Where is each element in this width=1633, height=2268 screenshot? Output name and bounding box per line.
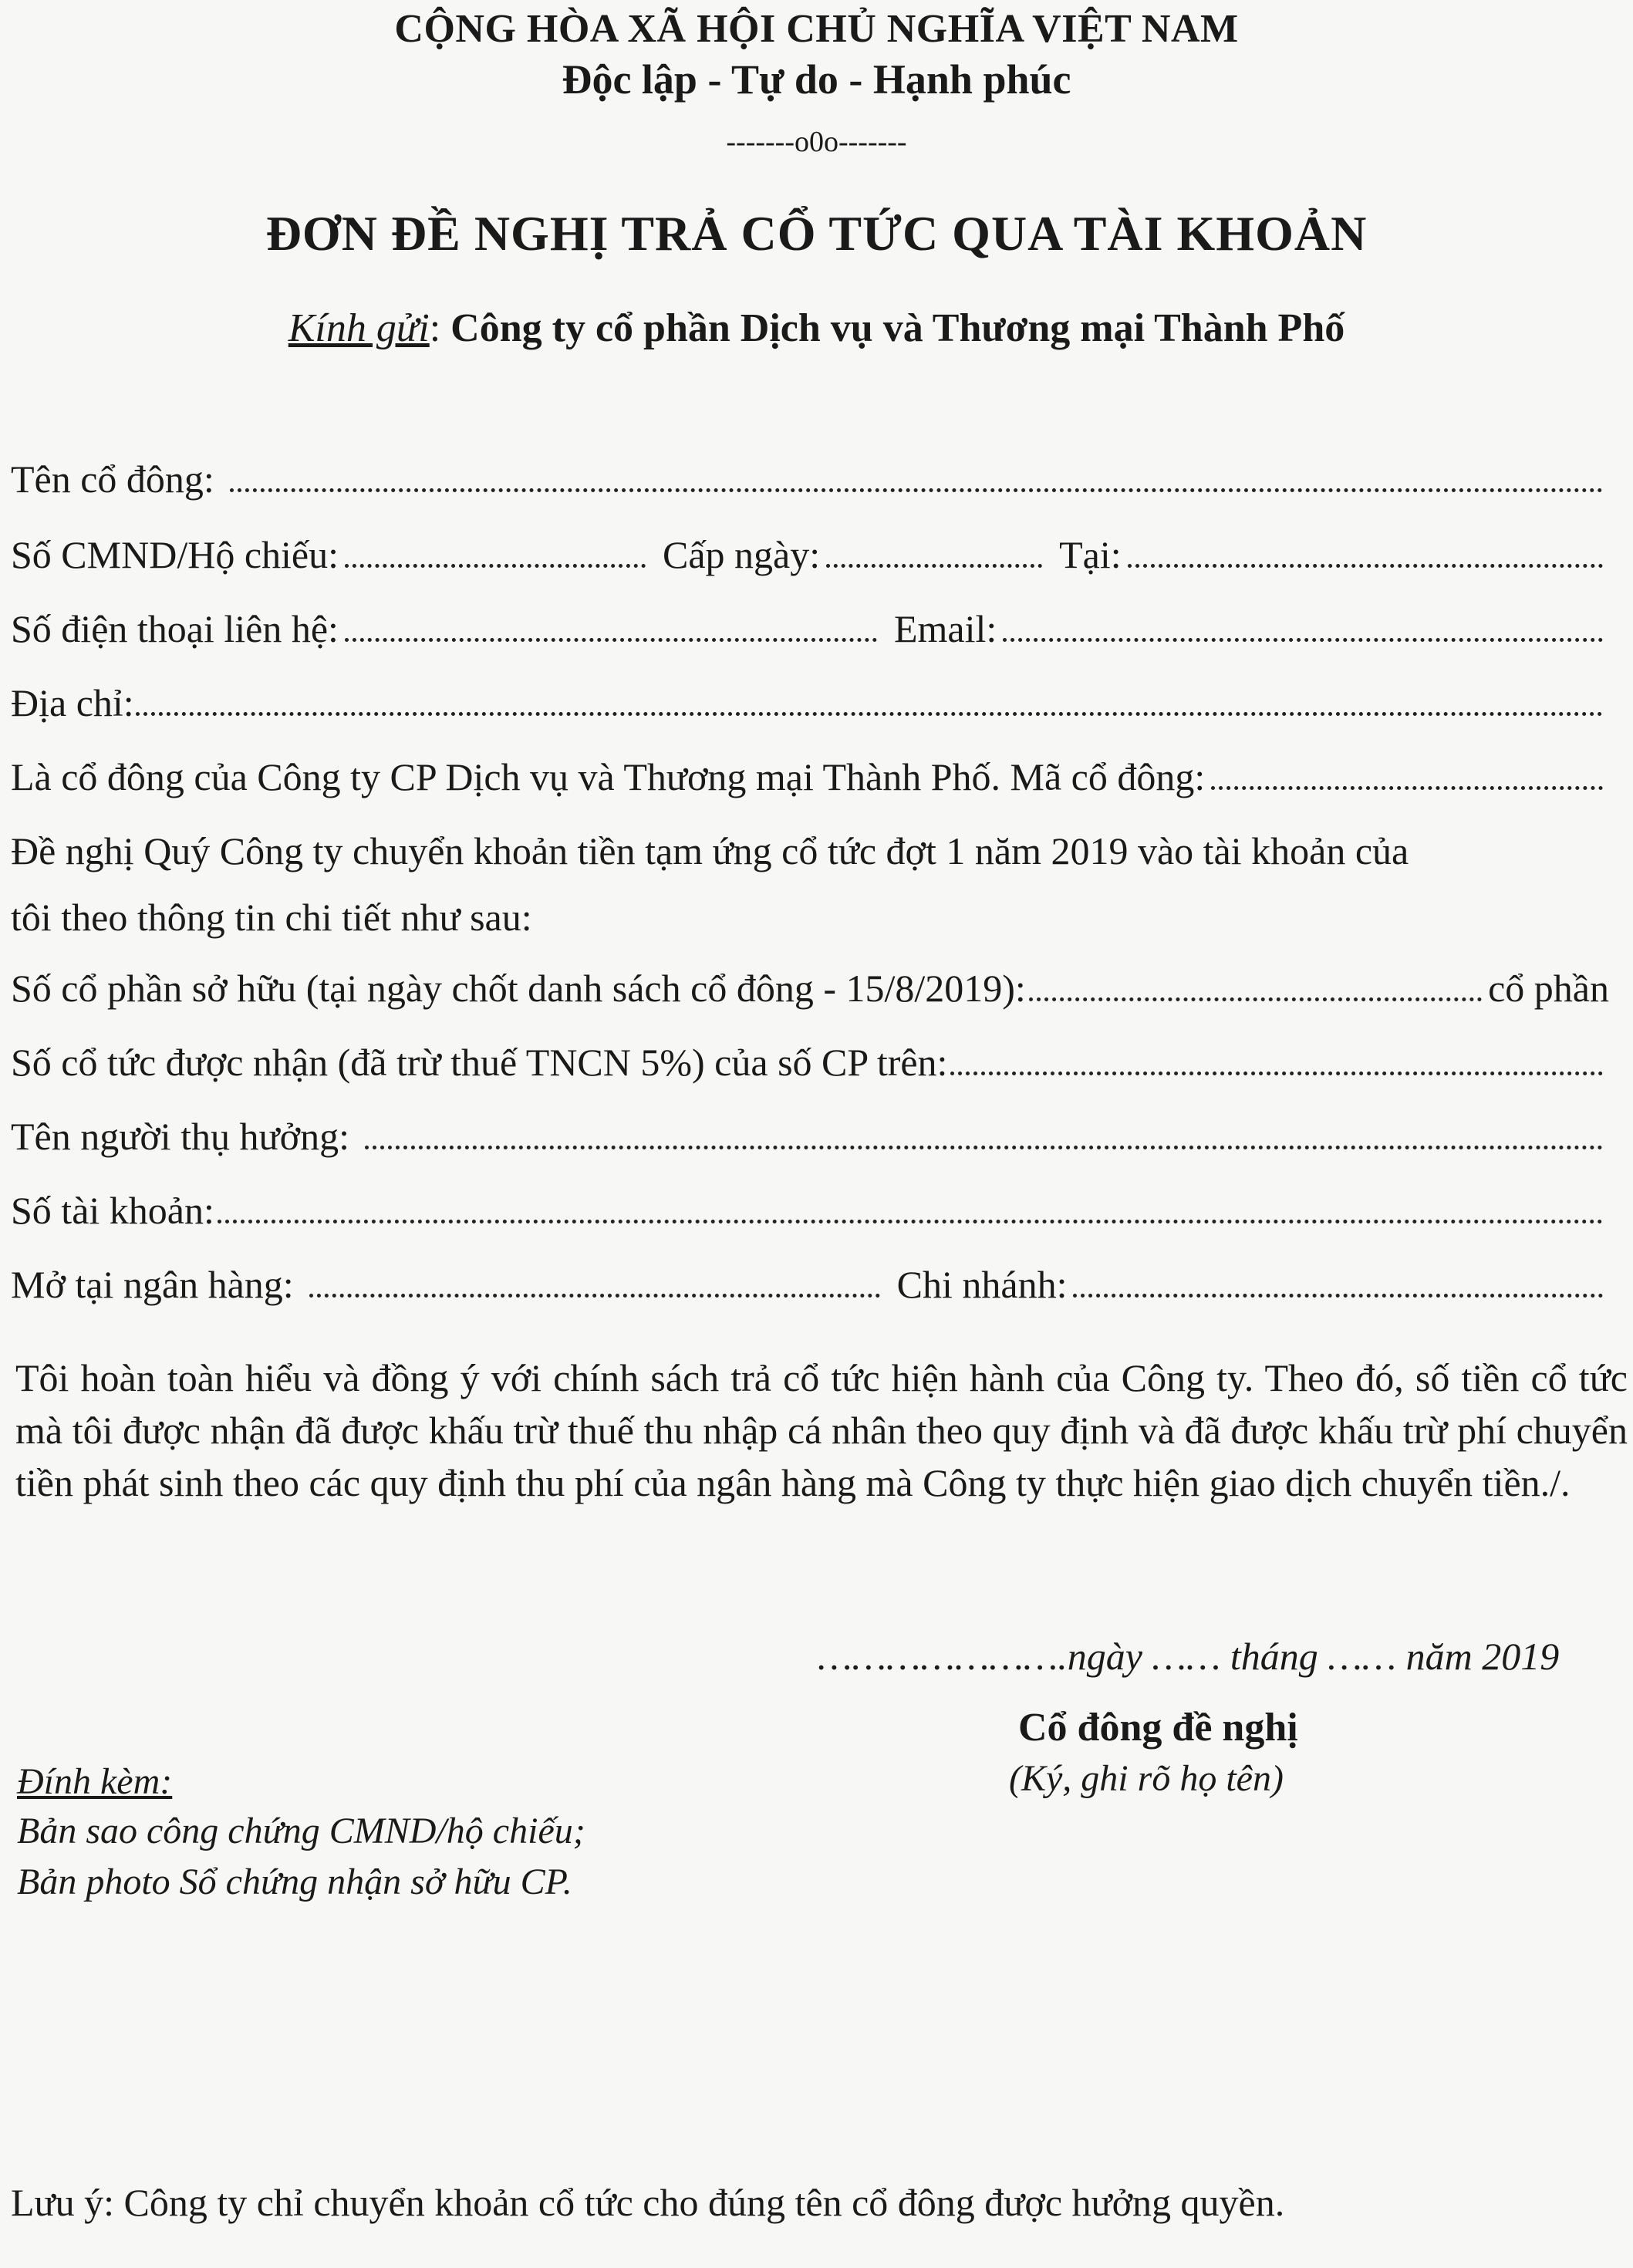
form-title: ĐƠN ĐỀ NGHỊ TRẢ CỔ TỨC QUA TÀI KHOẢN (265, 206, 1368, 261)
beneficiary-field[interactable] (365, 1146, 1603, 1149)
shares-owned-label: Số cổ phần sở hữu (tại ngày chốt danh sách cổ đông - 15/8/2019): (11, 967, 1026, 1010)
email-label: Email: (893, 607, 997, 650)
phone-field[interactable] (345, 638, 877, 642)
attachment-item: Bản photo Sổ chứng nhận sở hữu CP. (17, 1861, 572, 1902)
id-number-field[interactable] (345, 564, 646, 568)
recipient-colon: : (429, 306, 451, 350)
shareholder-statement: Là cổ đông của Công ty CP Dịch vụ và Thương mại Thành Phố. Mã cổ đông: (11, 755, 1206, 798)
branch-label: Chi nhánh: (896, 1263, 1068, 1306)
recipient-prefix: Kính gửi (288, 306, 430, 350)
contact-row (11, 597, 1609, 651)
agreement-paragraph: Tôi hoàn toàn hiểu và đồng ý với chính sách trả cổ tức hiện hành của Công ty. Theo đó, số tiền cổ tức mà tôi được nhận đã được khấu trừ thuế thu nhập cá nhân theo quy định và đã được khấu trừ phí chuyển tiền phát sinh theo các quy định thu phí của ngân hàng mà Công ty thực hiện giao dịch chuyển tiền./. (15, 1356, 1628, 1504)
issue-date-field[interactable] (826, 564, 1042, 568)
bank-row (11, 1253, 1609, 1307)
shareholder-name-row (11, 447, 1609, 501)
shareholder-code-row (11, 745, 1609, 799)
nation-heading: CỘNG HÒA XÃ HỘI CHỦ NGHĨA VIỆT NAM (394, 7, 1239, 51)
recipient-company: Công ty cổ phần Dịch vụ và Thương mại Thành Phố (450, 306, 1345, 350)
shareholder-name-field[interactable] (230, 488, 1603, 492)
id-row (11, 523, 1609, 577)
bank-label: Mở tại ngân hàng: (11, 1263, 294, 1306)
request-line-2: tôi theo thông tin chi tiết như sau: (11, 896, 532, 939)
address-label: Địa chỉ: (11, 681, 134, 724)
motto: Độc lập - Tự do - Hạnh phúc (562, 56, 1071, 103)
dividend-field[interactable] (950, 1072, 1603, 1075)
shareholder-name-label: Tên cổ đông: (11, 457, 214, 501)
dividend-label: Số cổ tức được nhận (đã trừ thuế TNCN 5%) của số CP trên: (11, 1041, 948, 1084)
issue-date-label: Cấp ngày: (663, 533, 821, 576)
beneficiary-row (11, 1105, 1609, 1159)
footer-note: Lưu ý: Công ty chỉ chuyển khoản cổ tức cho đúng tên cổ đông được hưởng quyền. (11, 2181, 1285, 2224)
recipient-line (0, 305, 1633, 351)
email-field[interactable] (1003, 638, 1603, 642)
shareholder-code-field[interactable] (1211, 786, 1603, 790)
account-row (11, 1179, 1609, 1233)
issue-place-label: Tại: (1059, 533, 1122, 576)
account-label: Số tài khoản: (11, 1189, 214, 1232)
bank-field[interactable] (309, 1294, 880, 1298)
address-row (11, 671, 1609, 725)
issue-place-field[interactable] (1128, 564, 1603, 568)
request-line-1: Đề nghị Quý Công ty chuyển khoản tiền tạm ứng cổ tức đợt 1 năm 2019 vào tài khoản của (11, 829, 1409, 872)
branch-field[interactable] (1073, 1294, 1603, 1298)
shares-owned-row (11, 957, 1609, 1011)
address-field[interactable] (136, 712, 1603, 716)
beneficiary-label: Tên người thụ hưởng: (11, 1115, 349, 1158)
signature-hint: (Ký, ghi rõ họ tên) (1009, 1758, 1284, 1799)
dividend-row (11, 1031, 1609, 1085)
separator: -------o0o------- (726, 126, 907, 158)
phone-label: Số điện thoại liên hệ: (11, 607, 339, 650)
attachments-heading: Đính kèm: (17, 1761, 173, 1802)
date-line: ………………….ngày …… tháng …… năm 2019 (818, 1635, 1560, 1678)
shares-unit: cổ phần (1488, 967, 1609, 1010)
id-number-label: Số CMND/Hộ chiếu: (11, 533, 339, 576)
attachment-item: Bản sao công chứng CMND/hộ chiếu; (17, 1811, 585, 1851)
shares-owned-field[interactable] (1029, 997, 1482, 1001)
signature-label: Cổ đông đề nghị (1018, 1706, 1298, 1750)
account-field[interactable] (218, 1220, 1603, 1223)
